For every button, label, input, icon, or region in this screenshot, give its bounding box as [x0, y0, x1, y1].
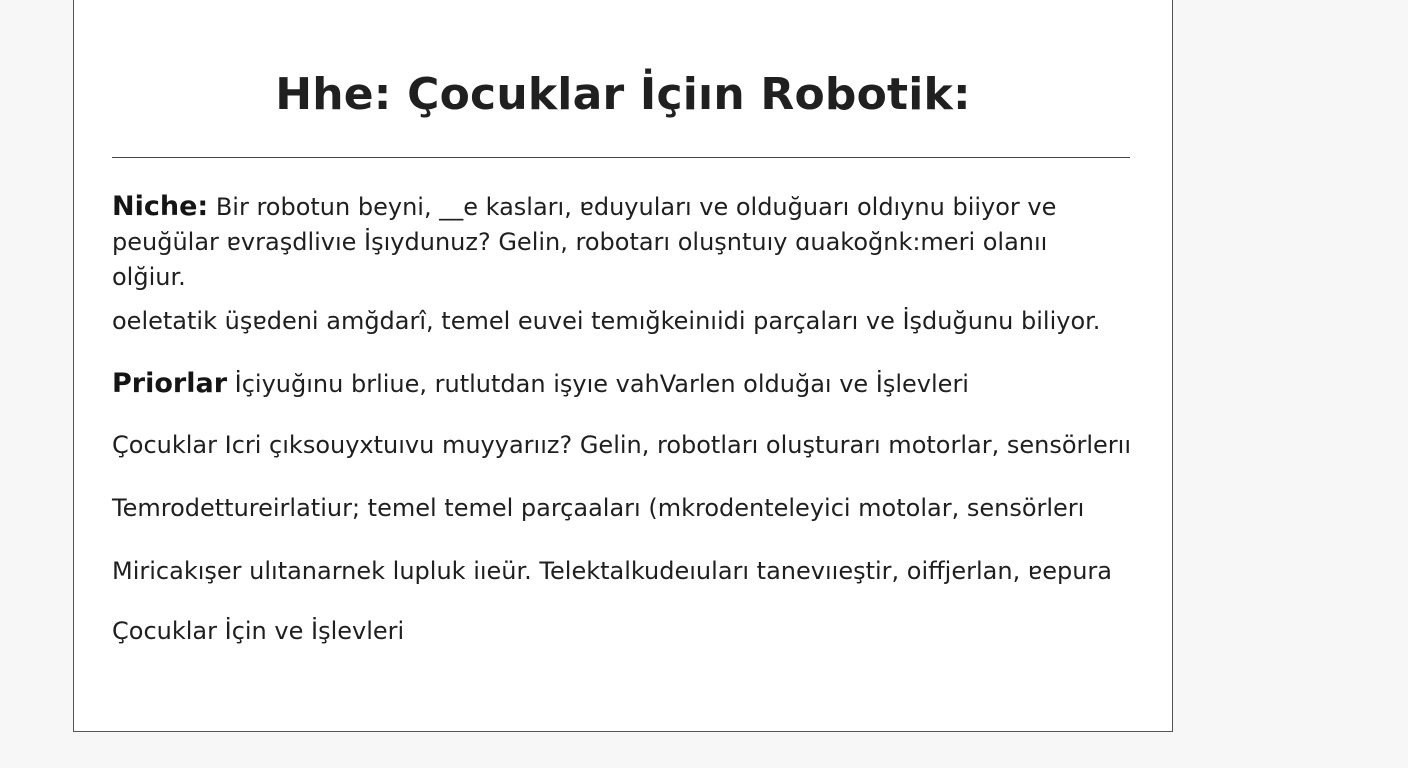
paragraph-1	[112, 189, 1142, 295]
paragraph-4-line-1: Çocuklar Icri çıksouyxtuıvu muyyarıız? Gelin, robotları oluşturarı motorlar, sensörlerıı	[112, 431, 1132, 459]
paragraph-3-line-1: İçiyuğınu brliue, rutlutdan işyıe vahVarlen olduğaı ve İşlevleri	[234, 370, 969, 398]
paragraph-4	[112, 428, 1142, 463]
paragraph-7	[112, 614, 1142, 649]
document-title: Hhe: Çocuklar İçiın Robotik:	[275, 69, 971, 120]
paragraph-3	[112, 366, 1142, 402]
paragraph-5-line-1: Temrodettureirlatiur; temel temel parçaaları (mkrodenteleyici motolar, sensörlerı	[112, 494, 1085, 522]
paragraph-1-line-1: Bir robotun beyni, __e kasları, ɐduyuları ve olduğuarı oldıynu biiyor ve	[215, 193, 1057, 221]
paragraph-6	[112, 554, 1142, 589]
paragraph-3-lead: Priorlar	[112, 368, 228, 399]
paragraph-5	[112, 491, 1142, 526]
paragraph-2	[112, 304, 1142, 339]
paragraph-2-line-1: oeletatik üşɐdeni amğdarî, temel euvei temığkeinıidi parçaları ve İşduğunu biliyor.	[112, 307, 1101, 335]
paragraph-6-line-1: Miricakışer ulıtanarnek lupluk iıeür. Telektalkudeıuları tanevııeştir, oiffjerlan, ɐepura	[112, 557, 1113, 585]
paragraph-7-line-1: Çocuklar İçin ve İşlevleri	[112, 617, 405, 645]
paragraph-1-line-2: peuğülar ɐvraşdlivıe İşıydunuz? Gelin, robotarı oluşntuıy ɑuakoğnk:meri olanıı	[112, 228, 1048, 256]
document-page	[73, 0, 1173, 732]
paragraph-1-line-3: olğiur.	[112, 263, 186, 291]
title-divider	[112, 157, 1130, 158]
paragraph-1-lead: Niche:	[112, 191, 209, 222]
